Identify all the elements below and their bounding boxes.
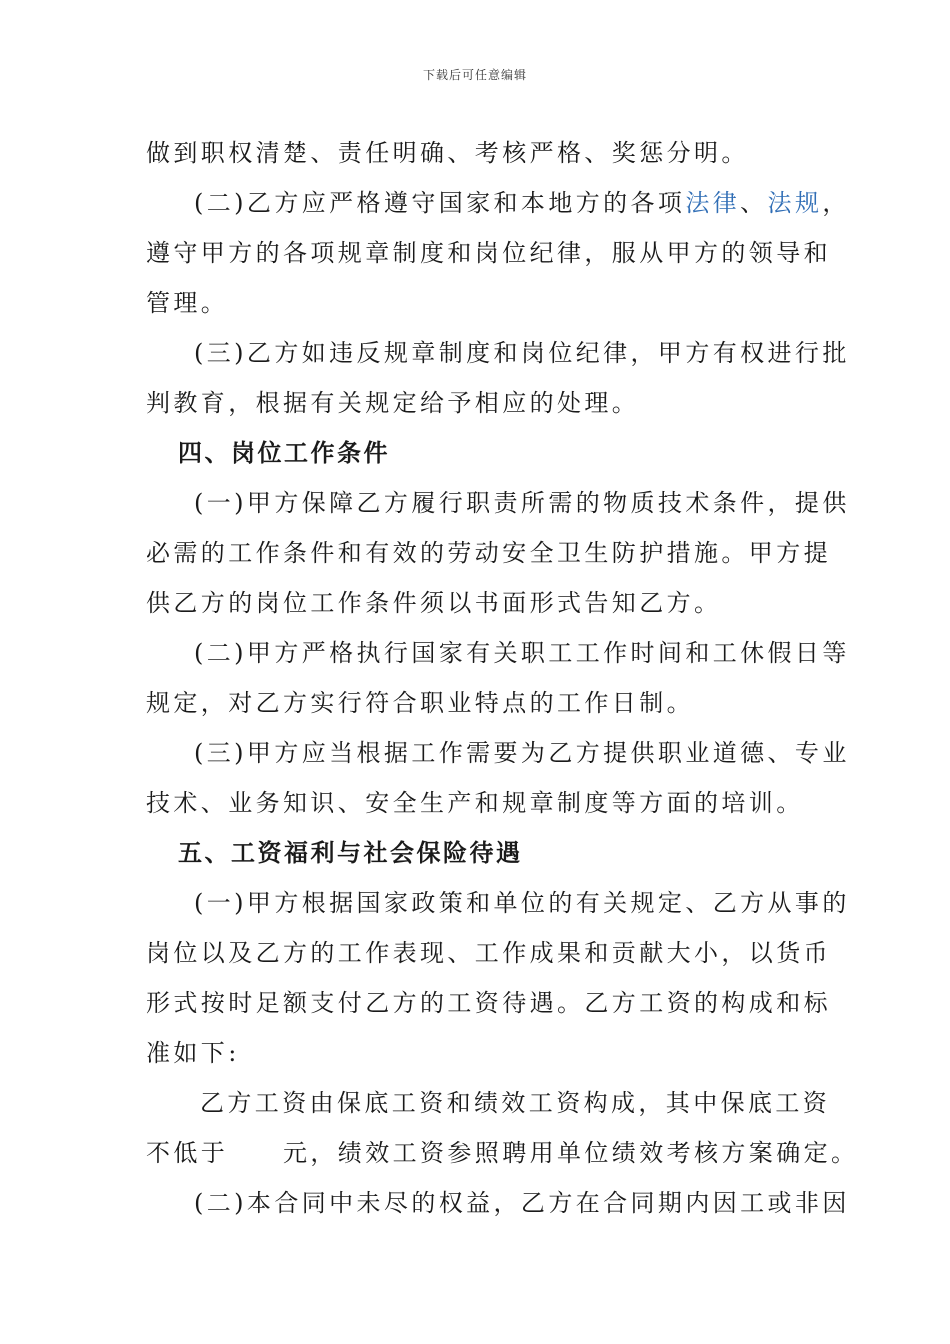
text-line: (二)本合同中未尽的权益，乙方在合同期内因工或非因 (194, 1189, 850, 1217)
text-line: 做到职权清楚、责任明确、考核严格、奖惩分明。 (146, 139, 749, 167)
text-line: (一)甲方根据国家政策和单位的有关规定、乙方从事的 (194, 889, 850, 917)
page-header: 下载后可任意编辑 (422, 68, 527, 82)
section-heading-5: 五、工资福利与社会保险待遇 (178, 838, 523, 867)
document-body (146, 128, 859, 1228)
text-line: (三)甲方应当根据工作需要为乙方提供职业道德、专业 (194, 739, 850, 767)
text-line-with-links (146, 178, 850, 228)
text-line: 判教育，根据有关规定给予相应的处理。 (146, 389, 640, 417)
section-heading-4: 四、岗位工作条件 (178, 438, 390, 467)
text-line: (三)乙方如违反规章制度和岗位纪律，甲方有权进行批 (194, 339, 850, 367)
text-line: 规定，对乙方实行符合职业特点的工作日制。 (146, 689, 694, 717)
text-line: 遵守甲方的各项规章制度和岗位纪律，服从甲方的领导和 (146, 239, 831, 267)
text-line: 准如下: (146, 1039, 240, 1067)
text-line: 形式按时足额支付乙方的工资待遇。乙方工资的构成和标 (146, 989, 831, 1017)
link-law[interactable]: 法律 (685, 189, 741, 217)
text-line: 管理。 (146, 289, 229, 317)
link-regulation[interactable]: 法规 (767, 189, 823, 217)
text-line: 必需的工作条件和有效的劳动安全卫生防护措施。甲方提 (146, 539, 831, 567)
text-line: 技术、业务知识、安全生产和规章制度等方面的培训。 (146, 789, 804, 817)
line-text: ， (822, 189, 850, 217)
text-line: 不低于 元，绩效工资参照聘用单位绩效考核方案确定。 (146, 1139, 859, 1167)
line-text: (二)乙方应严格遵守国家和本地方的各项 (194, 189, 686, 217)
line-text: 、 (740, 189, 768, 217)
text-line: (二)甲方严格执行国家有关职工工作时间和工休假日等 (194, 639, 850, 667)
text-line: 乙方工资由保底工资和绩效工资构成，其中保底工资 (200, 1089, 831, 1117)
text-line: 供乙方的岗位工作条件须以书面形式告知乙方。 (146, 589, 722, 617)
text-line: 岗位以及乙方的工作表现、工作成果和贡献大小，以货币 (146, 939, 831, 967)
text-line: (一)甲方保障乙方履行职责所需的物质技术条件，提供 (194, 489, 850, 517)
